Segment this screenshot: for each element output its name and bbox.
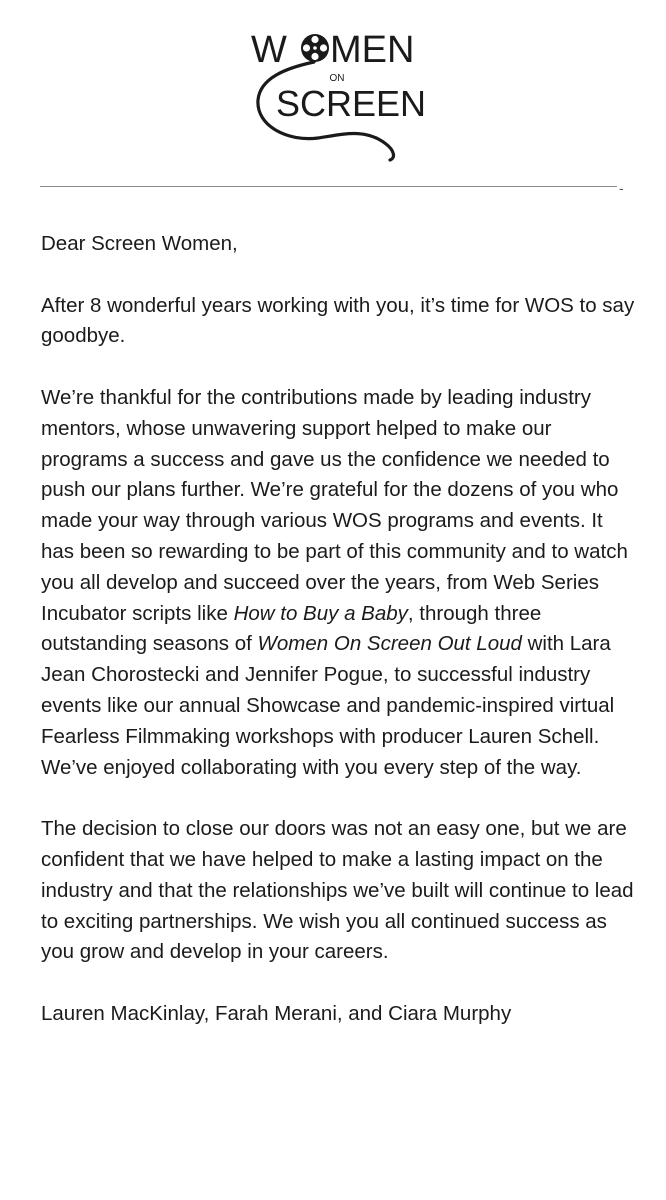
letter-greeting: Dear Screen Women, [41,232,238,255]
letter-signature: Lauren MacKinlay, Farah Merani, and Ciara Murphy [41,1001,512,1025]
title-how-to-buy-a-baby: How to Buy a Baby [233,601,408,625]
title-women-on-screen-out-loud: Women On Screen Out Loud [257,632,522,656]
letter-paragraph-2 [41,383,641,783]
logo-text-men: MEN [330,29,415,71]
paragraph-2-text-a: We’re thankful for the contributions made by leading industry mentors, whose unwavering support helped to make our programs a success and gave us the confidence we needed to push our plans further. We’re grateful for the dozens of you who made your way through various WOS programs and events. It has been so rewarding to be part of this community and to watch you all develop and succeed over the years, from Web Series Incubator scripts like [41,385,628,625]
letter-paragraph-1: After 8 wonderful years working with you, it’s time for WOS to say goodbye. [41,293,635,348]
letter-paragraph-3: The decision to close our doors was not an easy one, but we are confident that we have helped to make a lasting impact on the industry and that the relationships we’ve built will continue to lead to exciting partnerships. We wish you all continued success as you grow and develop in your careers. [41,817,634,964]
divider-line [40,186,617,187]
logo-text-screen: SCREEN [276,83,427,124]
film-reel-icon [301,34,329,62]
logo-text-w: W [251,29,287,71]
paragraph-2-text-c: with Lara Jean Chorostecki and Jennifer Pogue, to successful industry events like our annual Showcase and pandemic-inspired virtual Fearless Filmmaking workshops with producer Lauren Schell. We’ve enjoyed collaborating with you every step of the way. [41,632,615,779]
women-on-screen-logo [248,16,428,176]
paragraph-2-text-b: , through three outstanding seasons of [41,601,542,656]
letter-body [41,229,641,1030]
divider-trailing-mark: - [619,180,624,196]
logo-text-on: ON [329,73,345,84]
